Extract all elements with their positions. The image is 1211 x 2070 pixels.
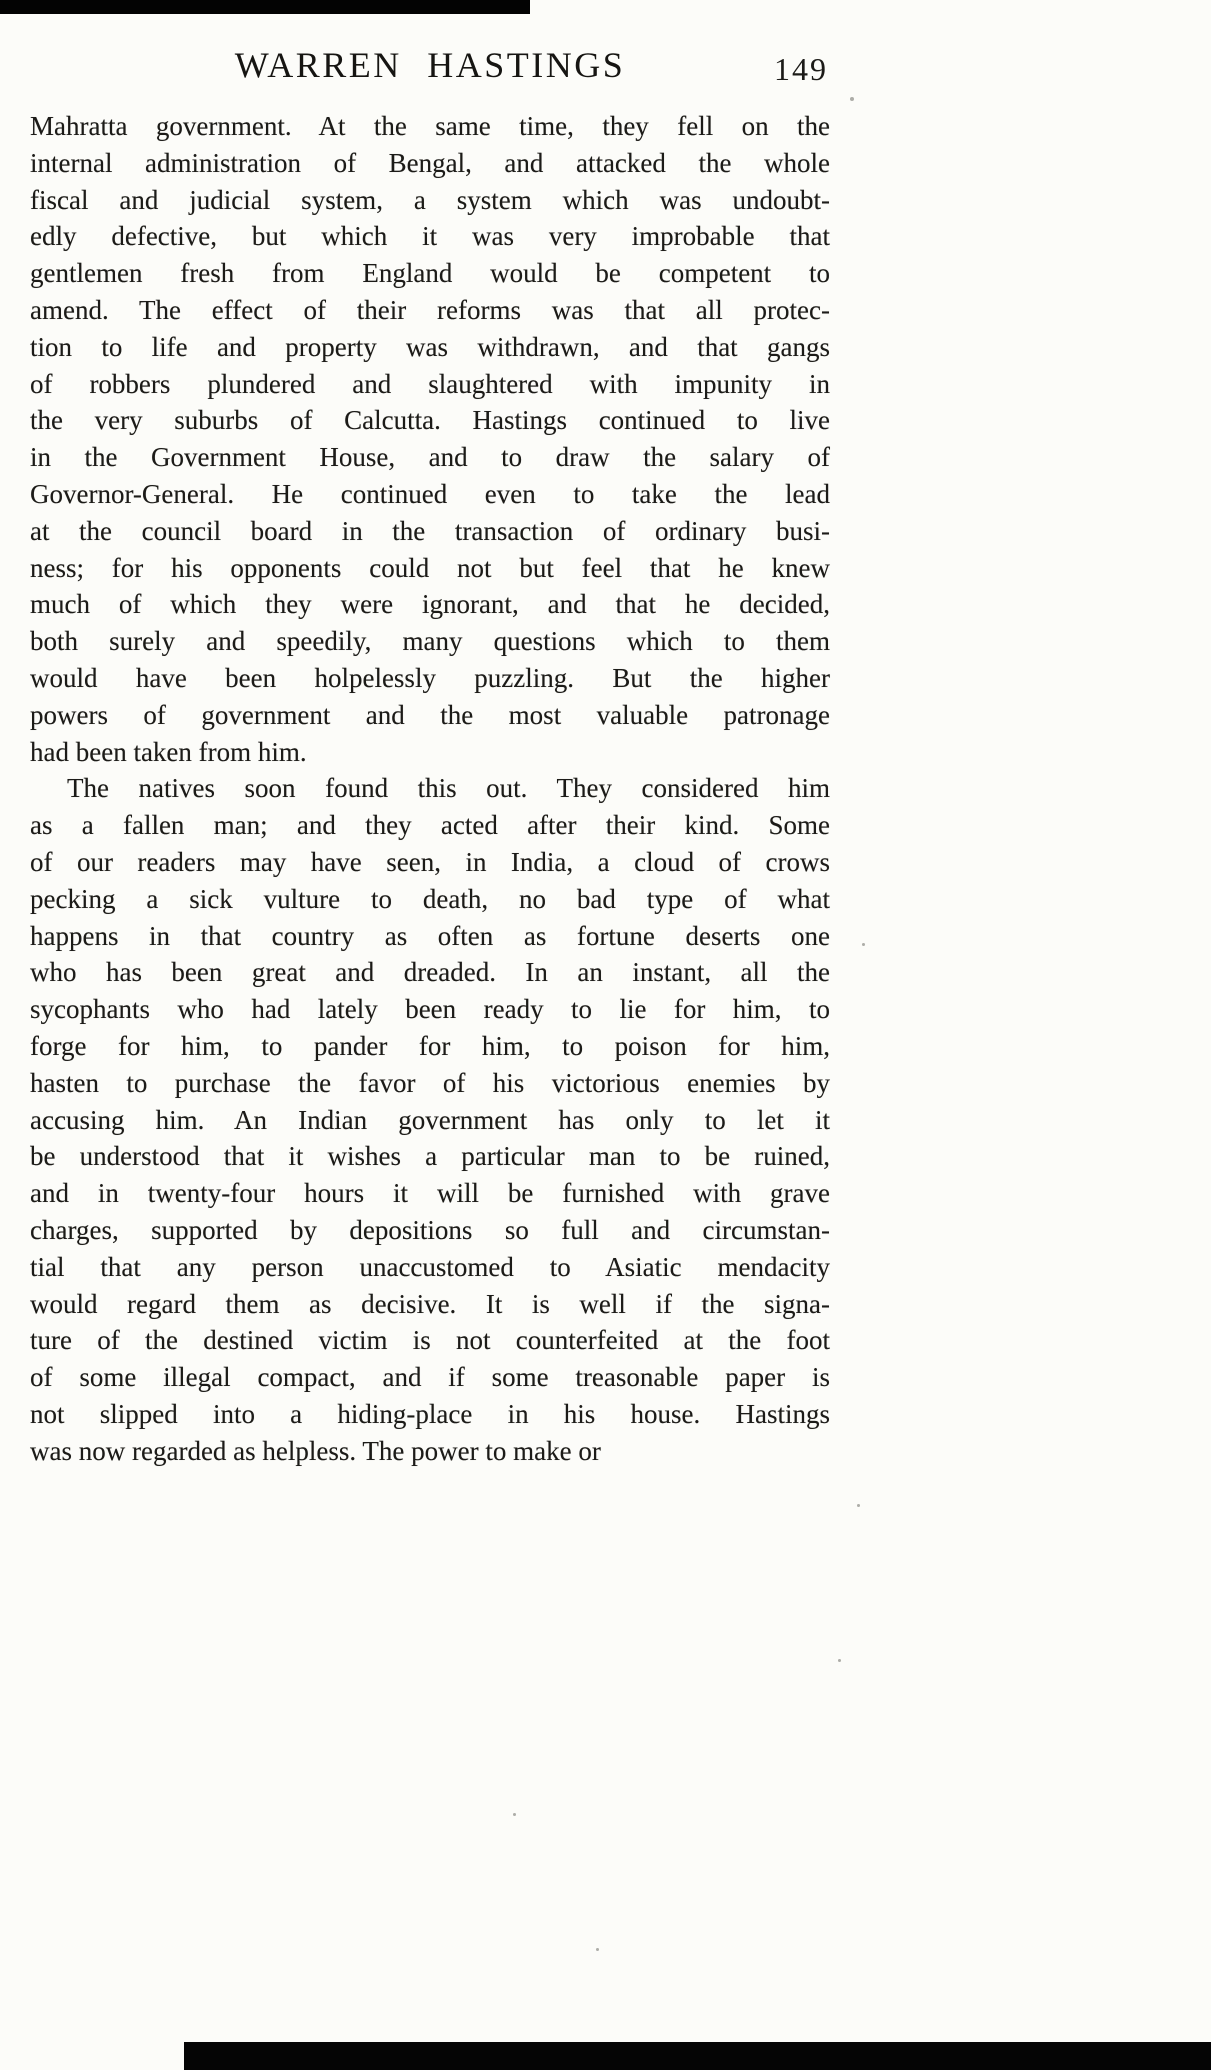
scan-speck	[838, 1659, 841, 1662]
text-line: tion to life and property was withdrawn, and that gangs	[30, 331, 830, 362]
scan-speck	[862, 943, 865, 946]
text-line: would regard them as decisive. It is well if the signa-	[30, 1288, 830, 1319]
scan-speck	[857, 1504, 860, 1507]
text-line: had been taken from him.	[30, 736, 307, 767]
page-number: 149	[774, 51, 828, 87]
text-line: amend. The effect of their reforms was that all protec-	[30, 294, 830, 325]
text-line: The natives soon found this out. They considered him	[67, 773, 830, 804]
text-line: charges, supported by depositions so full and circumstan-	[30, 1214, 830, 1245]
text-line: gentlemen fresh from England would be competent to	[30, 258, 830, 289]
text-line: accusing him. An Indian government has only to let it	[30, 1104, 830, 1135]
text-line: the very suburbs of Calcutta. Hastings continued to live	[30, 405, 830, 436]
text-line: Governor-General. He continued even to take the lead	[30, 478, 830, 509]
text-line: of some illegal compact, and if some treasonable paper is	[30, 1362, 830, 1393]
text-line: as a fallen man; and they acted after their kind. Some	[30, 810, 830, 841]
text-line: and in twenty-four hours it will be furnished with grave	[30, 1178, 830, 1209]
scan-artifact-bottom-bar	[184, 2042, 1211, 2070]
text-line: edly defective, but which it was very improbable that	[30, 221, 830, 252]
text-line: internal administration of Bengal, and attacked the whole	[30, 147, 830, 178]
paragraph-2	[30, 770, 830, 1469]
text-line: forge for him, to pander for him, to poison for him,	[30, 1030, 830, 1061]
text-line: of our readers may have seen, in India, a cloud of crows	[30, 846, 830, 877]
scan-speck	[850, 97, 854, 101]
running-head-title: WARREN HASTINGS	[234, 45, 626, 85]
text-line: ture of the destined victim is not counterfeited at the foot	[30, 1325, 830, 1356]
text-line: was now regarded as helpless. The power to make or	[30, 1435, 601, 1466]
text-line: sycophants who had lately been ready to lie for him, to	[30, 994, 830, 1025]
page-content	[30, 44, 830, 1469]
text-line: Mahratta government. At the same time, they fell on the	[30, 111, 830, 141]
text-line: tial that any person unaccustomed to Asiatic mendacity	[30, 1251, 830, 1282]
scan-speck	[596, 1948, 599, 1951]
text-line: be understood that it wishes a particular man to be ruined,	[30, 1141, 830, 1172]
text-line: happens in that country as often as fortune deserts one	[30, 920, 830, 951]
text-line: at the council board in the transaction of ordinary busi-	[30, 515, 830, 546]
text-line: of robbers plundered and slaughtered with impunity in	[30, 368, 830, 399]
text-line: both surely and speedily, many questions which to them	[30, 626, 830, 657]
body-text	[30, 108, 830, 1469]
text-line: fiscal and judicial system, a system which was undoubt-	[30, 184, 830, 215]
text-line: ness; for his opponents could not but feel that he knew	[30, 552, 830, 583]
scan-artifact-top-bar	[0, 0, 530, 14]
text-line: powers of government and the most valuable patronage	[30, 699, 830, 730]
text-line: hasten to purchase the favor of his victorious enemies by	[30, 1067, 830, 1098]
paragraph-1	[30, 108, 830, 770]
text-line: who has been great and dreaded. In an instant, all the	[30, 957, 830, 988]
text-line: much of which they were ignorant, and that he decided,	[30, 589, 830, 620]
running-header	[30, 44, 830, 90]
text-line: pecking a sick vulture to death, no bad type of what	[30, 883, 830, 914]
text-line: would have been holpelessly puzzling. But the higher	[30, 662, 830, 693]
scan-speck	[513, 1813, 516, 1816]
text-line: in the Government House, and to draw the salary of	[30, 442, 830, 473]
text-line: not slipped into a hiding-place in his house. Hastings	[30, 1398, 830, 1429]
